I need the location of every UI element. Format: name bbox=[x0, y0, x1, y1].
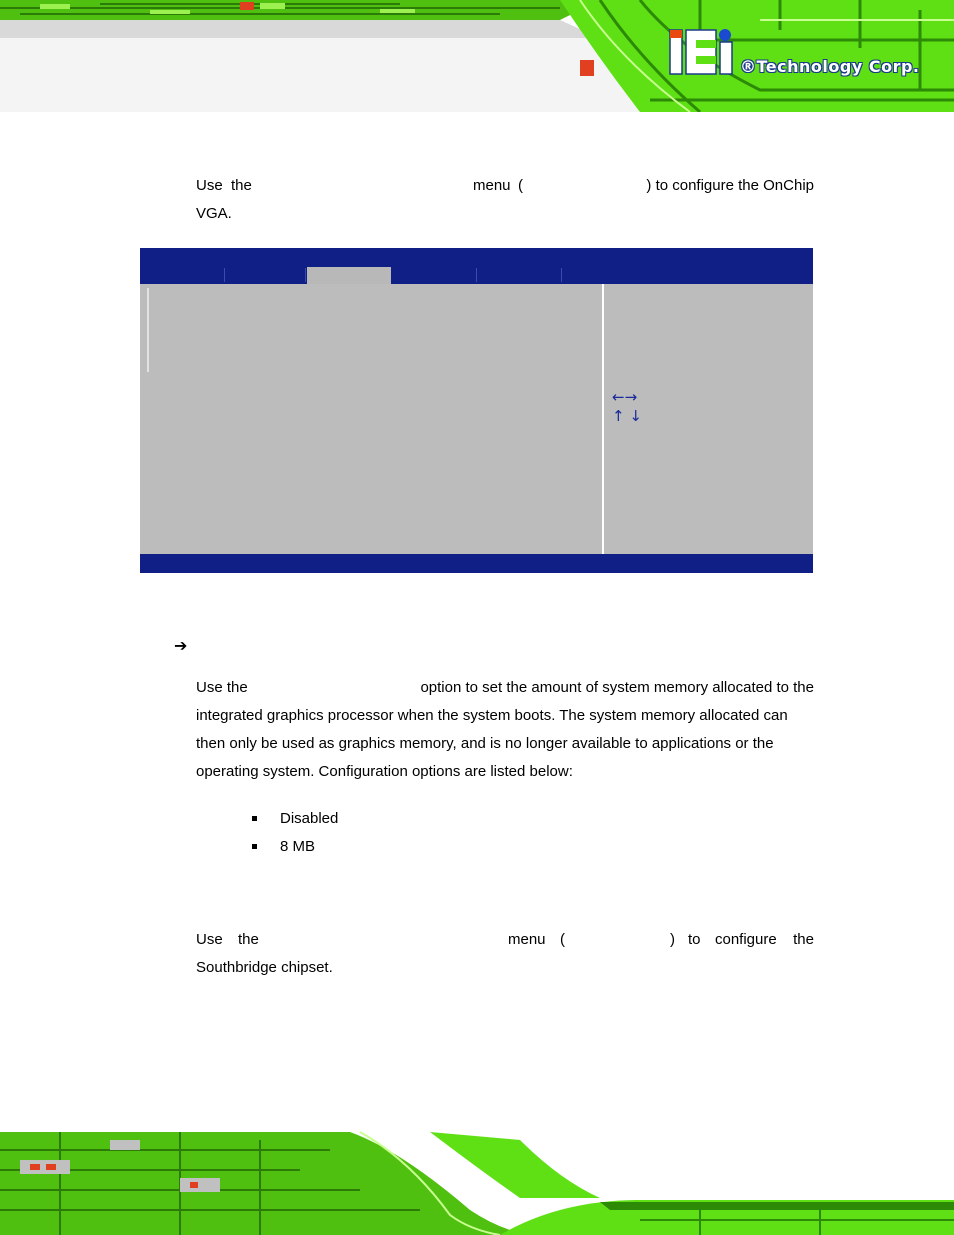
bios-tab-4[interactable] bbox=[392, 268, 477, 282]
square-bullet-icon bbox=[252, 816, 257, 821]
circuit-board-header-graphic bbox=[0, 0, 954, 112]
footer-banner bbox=[0, 1120, 954, 1235]
bios-menu-tabs bbox=[140, 266, 813, 284]
list-item: 8 MB bbox=[252, 833, 338, 861]
bios-tab-5[interactable] bbox=[477, 268, 562, 282]
bios-help-pane bbox=[604, 284, 813, 554]
bios-tab-1[interactable] bbox=[140, 268, 225, 282]
bios-tab-active[interactable] bbox=[307, 267, 391, 284]
bios-tab-2[interactable] bbox=[225, 268, 306, 282]
list-item: Disabled bbox=[252, 805, 338, 833]
header-banner bbox=[0, 0, 954, 112]
bios-status-bar bbox=[140, 554, 813, 573]
up-down-arrow-icon: ↑ ↓ bbox=[612, 407, 642, 425]
memory-option-description: Use the option to set the amount of system memory allocated to the integrated graphics processor when the system boots. The system memory allocated can then only be used as graphics memory, and is no longer available to applications or the operating system. Configuration options are listed below: bbox=[196, 679, 814, 780]
square-bullet-icon bbox=[252, 844, 257, 849]
southbridge-intro: Use the menu ( ) to configure the Southbridge chipset. bbox=[196, 931, 814, 976]
bios-screen bbox=[140, 248, 813, 573]
bios-title-bar bbox=[140, 248, 813, 266]
left-right-arrow-icon: ←→ bbox=[612, 388, 638, 406]
bios-pane-edge bbox=[147, 288, 149, 372]
iei-logo-icon bbox=[670, 29, 732, 74]
circuit-board-footer-graphic bbox=[0, 1120, 954, 1235]
config-options-list bbox=[252, 805, 338, 861]
arrow-bullet-icon: ➔ bbox=[174, 636, 188, 655]
company-name: ®Technology Corp. bbox=[740, 57, 920, 76]
onchip-vga-intro: Use the menu ( ) to configure the OnChip VGA. bbox=[196, 177, 814, 222]
bios-settings-pane bbox=[140, 284, 602, 554]
